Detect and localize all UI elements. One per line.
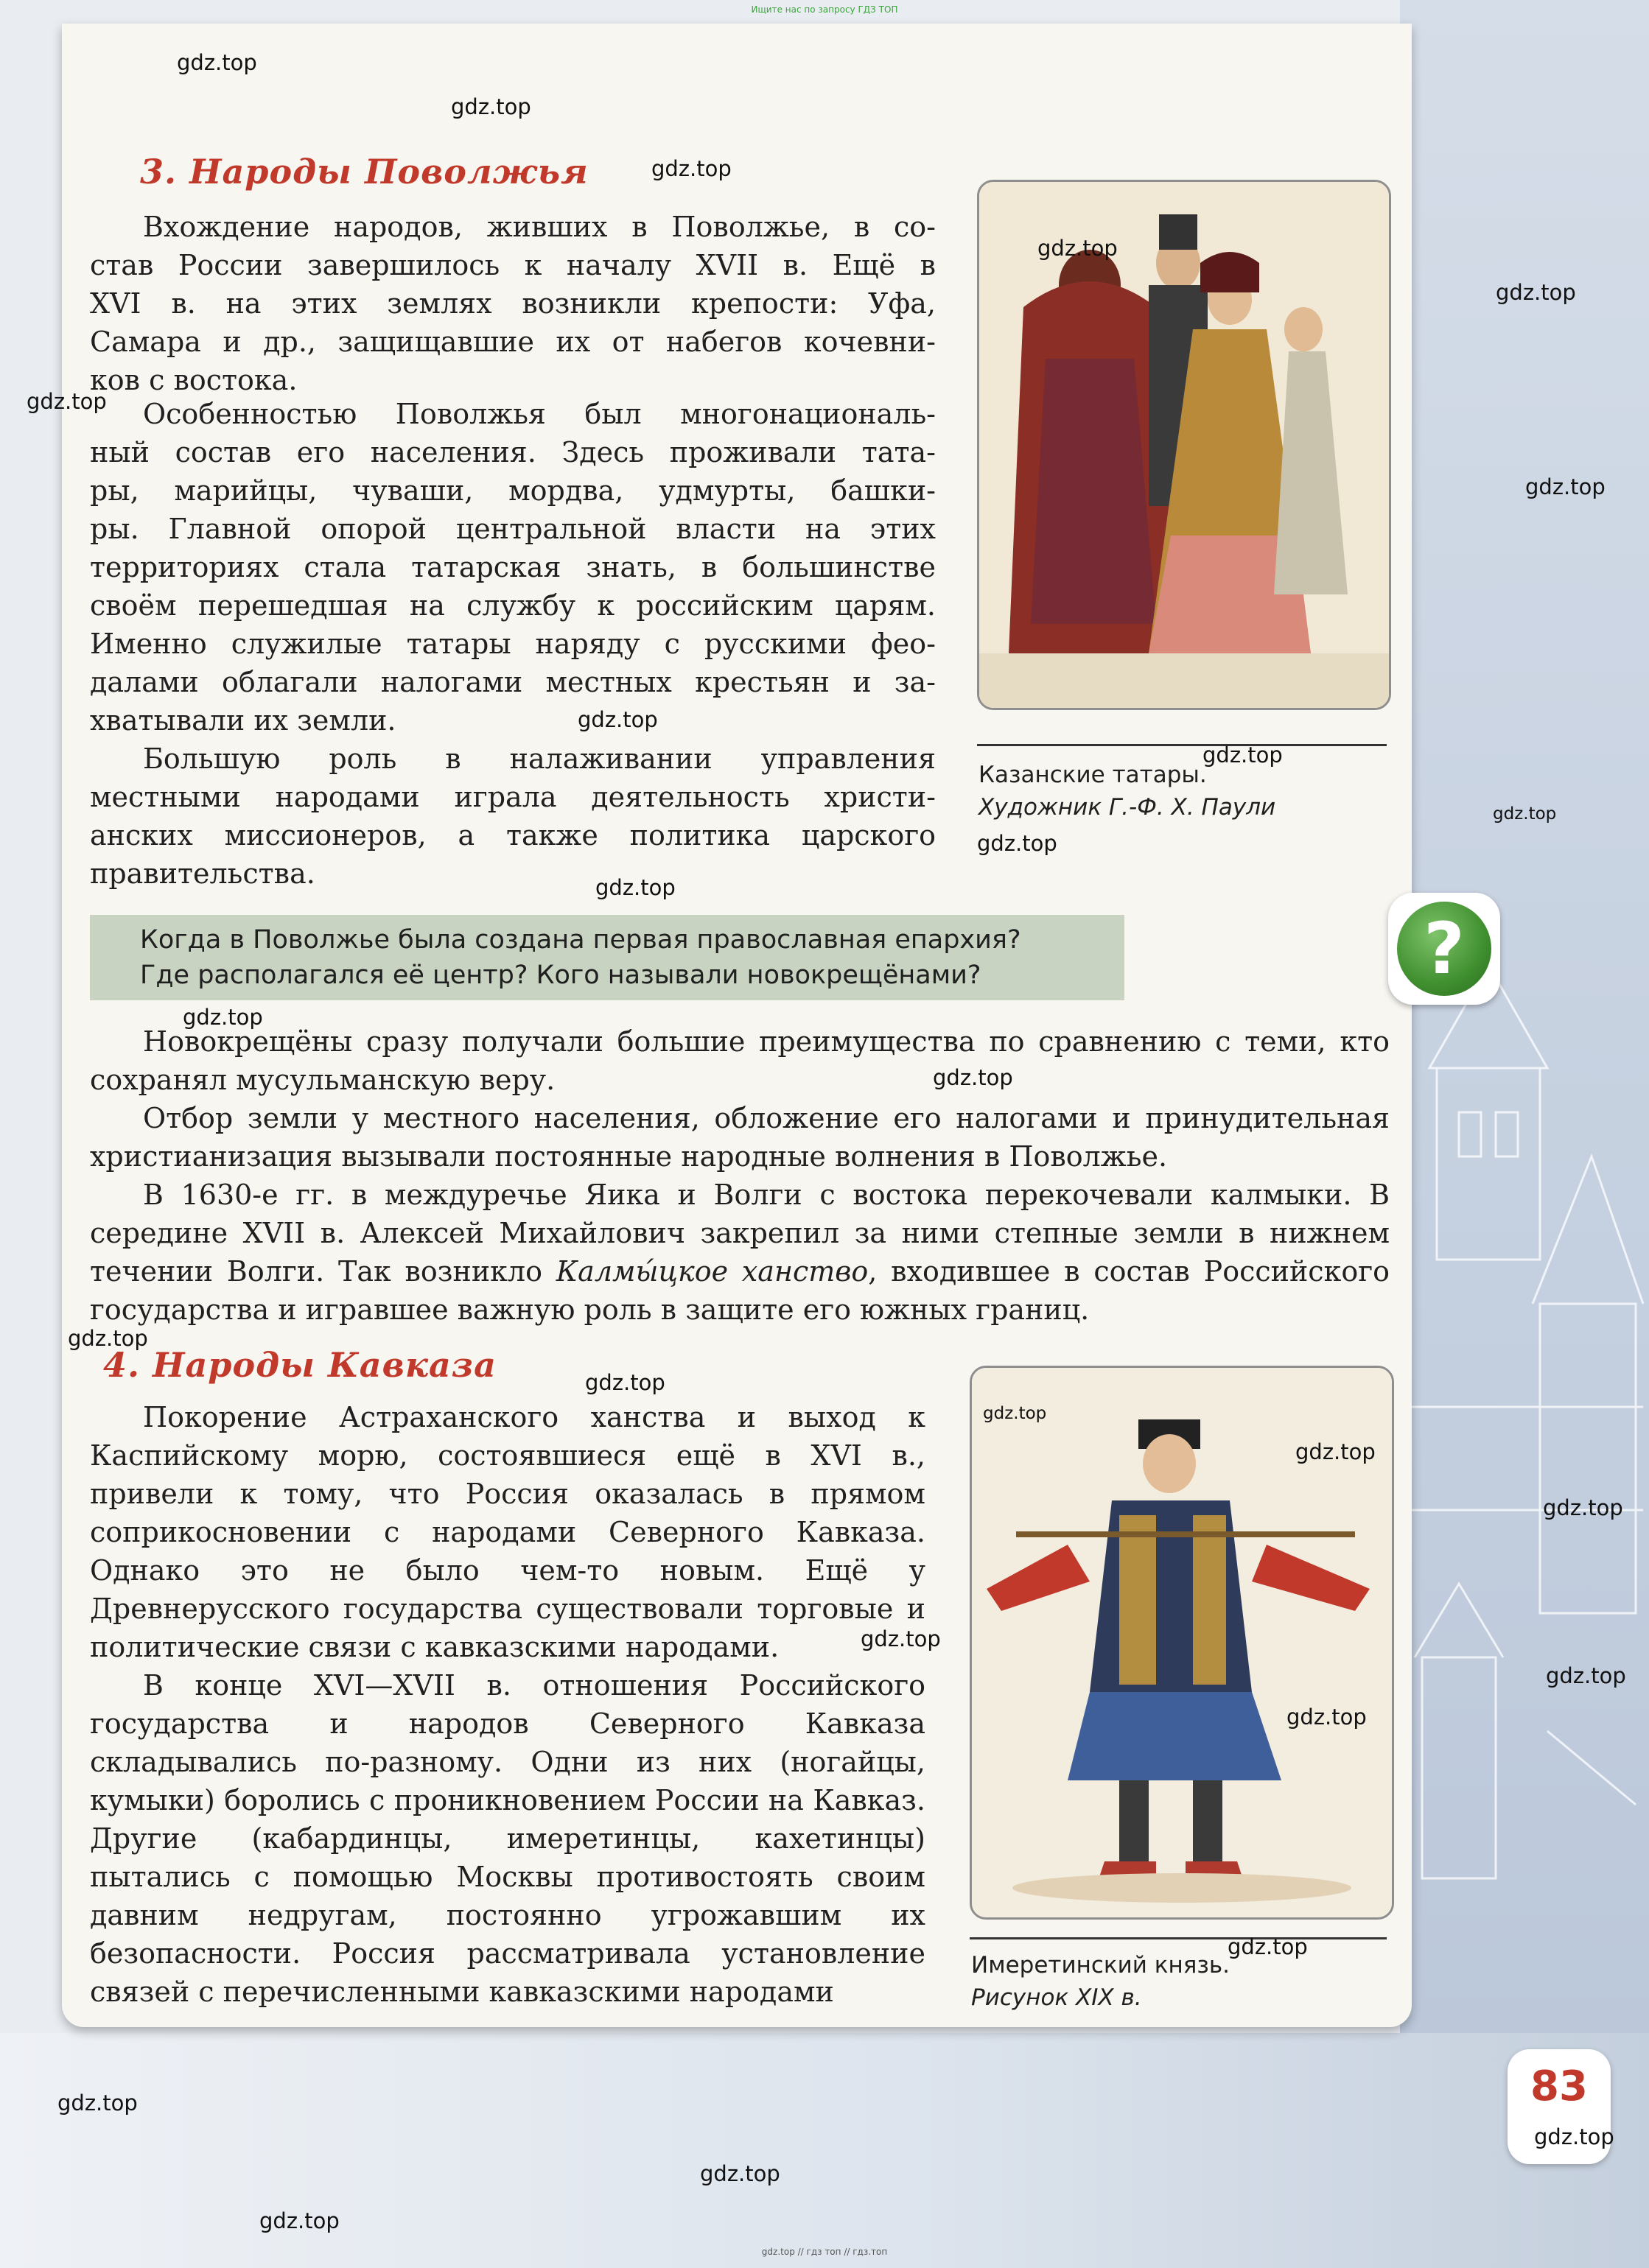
section-3-heading: 3. Народы Поволжья xyxy=(140,152,589,192)
watermark: gdz.top xyxy=(1493,804,1557,824)
watermark: gdz.top xyxy=(1286,1704,1367,1730)
question-line-1: Когда в Поволжье была создана первая православная епархия? xyxy=(140,925,1021,955)
caption-rule-1 xyxy=(977,744,1387,746)
section-3-paragraph xyxy=(90,208,936,399)
caption-rule-2 xyxy=(970,1937,1387,1939)
section-3-paragraph xyxy=(90,395,936,740)
figure-2-caption xyxy=(971,1949,1230,2014)
text-line: своём перешедшая на службу к российским царям. xyxy=(90,589,936,622)
watermark: gdz.top xyxy=(1496,280,1576,305)
watermark: gdz.top xyxy=(259,2208,340,2233)
watermark: gdz.top xyxy=(585,1370,665,1395)
text-line: Самара и др., защищавшие их от набегов кочевни- xyxy=(90,326,936,358)
text-line: территориях стала татарская знать, в большинстве xyxy=(90,551,936,583)
text-line: ков с востока. xyxy=(90,364,298,396)
paragraph-kalmyks xyxy=(90,1176,1390,1329)
question-box xyxy=(90,915,1124,1000)
watermark: gdz.top xyxy=(1295,1439,1376,1464)
text-line: став России завершилось к началу XVII в. Ещё в xyxy=(90,249,936,281)
watermark: gdz.top xyxy=(861,1626,941,1651)
question-line-2: Где располагался её центр? Кого называли новокрещёнами? xyxy=(140,961,981,990)
architecture-sketch-decoration xyxy=(1400,847,1649,2026)
kazan-tatars-drawing xyxy=(979,182,1389,708)
watermark: gdz.top xyxy=(177,50,257,75)
watermark: gdz.top xyxy=(451,94,531,119)
watermark: gdz.top xyxy=(578,707,658,732)
paragraph-caucasus-2: В конце XVI—XVII в. отношения Российского государства и народов Северного Кавказа складывались по-разному. Одни из них (ногайцы, кумыки) боролись с проникновением России на Кавказ. Другие (кабардинцы, имеретинцы, кахетинцы) пытались с помощью Москвы противостоять своим давним недругам, постоянно угрожавшим их безопасности. Россия рассматривала установление связей с перечисленными кавказскими народами xyxy=(90,1669,925,2008)
watermark: gdz.top xyxy=(1534,2124,1614,2149)
kalmyk-text-1: В 1630-е гг. в междуречье Яика и Волги с востока перекочевали калмыки. В середине XVII в. Алексей Михайлович закрепил за ними степные земли в нижнем течении Волги. Так возникло xyxy=(90,1179,1390,1288)
question-mark-icon: ? xyxy=(1397,902,1491,996)
text-line: правительства. xyxy=(90,857,315,890)
watermark: gdz.top xyxy=(595,875,676,900)
figure-2-caption-title: Имеретинский князь. xyxy=(971,1952,1230,1979)
watermark: gdz.top xyxy=(651,156,732,181)
text-line: далами облагали налогами местных крестьян и за- xyxy=(90,666,936,698)
kalmyk-khanate-term: Калмы́цкое ханство xyxy=(556,1255,869,1288)
watermark: gdz.top xyxy=(57,2090,138,2116)
watermark: gdz.top xyxy=(183,1005,263,1030)
paragraph-land-seizure: Отбор земли у местного населения, обложение его налогами и принудительная христианизация вызывали постоянные народные волнения в Поволжье. xyxy=(90,1102,1390,1173)
watermark: gdz.top xyxy=(1228,1934,1308,1959)
text-line: Именно служилые татары наряду с русскими фео- xyxy=(90,628,936,660)
text-line: Вхождение народов, живших в Поволжье, в со- xyxy=(143,211,936,243)
section-4-heading: 4. Народы Кавказа xyxy=(103,1345,497,1385)
figure-2-caption-source: Рисунок XIX в. xyxy=(971,1984,1142,2011)
figure-1-caption xyxy=(978,759,1275,824)
question-icon xyxy=(1388,893,1500,1005)
watermark: gdz.top xyxy=(933,1065,1013,1090)
watermark: gdz.top xyxy=(1202,742,1283,768)
watermark: gdz.top xyxy=(983,1404,1047,1423)
watermark: gdz.top xyxy=(1546,1663,1626,1688)
watermark: gdz.top xyxy=(700,2161,780,2186)
section-3-paragraph xyxy=(90,740,936,893)
watermark: gdz.top xyxy=(68,1326,148,1351)
watermark: gdz.top xyxy=(977,831,1057,856)
figure-1-caption-title: Казанские татары. xyxy=(978,762,1207,788)
text-line: Особенностью Поволжья был многонациональ- xyxy=(143,398,936,430)
text-line: ры. Главной опорой центральной власти на этих xyxy=(90,513,936,545)
top-search-note: Ищите нас по запросу ГДЗ ТОП xyxy=(751,4,898,15)
text-line: ры, марийцы, чуваши, мордва, удмурты, башки- xyxy=(90,474,936,507)
text-line: анских миссионеров, а также политика царского xyxy=(90,819,936,852)
watermark: gdz.top xyxy=(27,389,107,414)
background-bottom-panel xyxy=(0,2033,1649,2268)
bottom-note: gdz.top // гдз топ // гдз.топ xyxy=(761,2247,888,2257)
watermark: gdz.top xyxy=(1037,236,1118,261)
figure-1-caption-author: Художник Г.-Ф. Х. Паули xyxy=(978,794,1276,821)
watermark: gdz.top xyxy=(1543,1495,1623,1520)
text-line: местными народами играла деятельность христи- xyxy=(90,781,936,813)
paragraph-caucasus-1: Покорение Астраханского ханства и выход к Каспийскому морю, состоявшиеся ещё в XVI в., привели к тому, что Россия оказалась в прямом соприкосновении с народами Северного Кавказа. Однако это не было чем-то новым. Ещё у Древнерусского государства существовали торговые и политические связи с кавказскими народами. xyxy=(90,1401,925,1663)
kalmyk-text-2: , входившее в состав Российского государства и игравшее важную роль в защите его южных границ. xyxy=(90,1255,1390,1326)
text-line: ный состав его населения. Здесь проживали тата- xyxy=(90,436,936,468)
paragraph-novokreshcheny: Новокрещёны сразу получали большие преимущества по сравнению с теми, кто сохранял мусульманскую веру. xyxy=(90,1025,1390,1096)
watermark: gdz.top xyxy=(1525,474,1606,499)
text-line: Большую роль в налаживании управления xyxy=(143,742,936,775)
page-number: 83 xyxy=(1530,2062,1588,2110)
text-line: хватывали их земли. xyxy=(90,704,396,737)
text-line: XVI в. на этих землях возникли крепости: Уфа, xyxy=(90,287,936,320)
